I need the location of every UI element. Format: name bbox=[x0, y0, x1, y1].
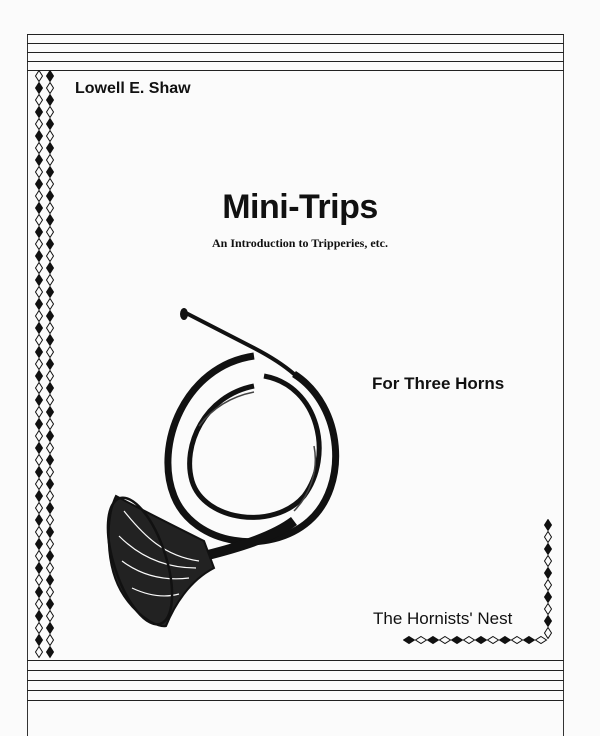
diamond-ornament bbox=[47, 419, 54, 430]
diamond-ornament bbox=[452, 637, 463, 644]
diamond-ornament bbox=[464, 637, 475, 644]
diamond-ornament bbox=[47, 503, 54, 514]
diamond-ornament bbox=[36, 647, 43, 658]
diamond-ornament bbox=[47, 623, 54, 634]
diamond-ornament bbox=[47, 467, 54, 478]
diamond-ornament bbox=[47, 167, 54, 178]
french-horn-icon bbox=[104, 306, 354, 636]
diamond-ornament bbox=[36, 299, 43, 310]
diamond-ornament bbox=[36, 71, 43, 82]
diamond-ornament bbox=[36, 491, 43, 502]
diamond-ornament bbox=[36, 119, 43, 130]
diamond-ornament bbox=[47, 287, 54, 298]
diamond-ornament bbox=[36, 407, 43, 418]
diamond-ornament bbox=[36, 431, 43, 442]
diamond-ornament bbox=[545, 568, 552, 579]
diamond-ornament bbox=[488, 637, 499, 644]
right-diamond-border bbox=[541, 519, 555, 639]
diamond-ornament bbox=[47, 635, 54, 646]
frame-left-border bbox=[27, 34, 28, 736]
diamond-ornament bbox=[36, 515, 43, 526]
diamond-ornament bbox=[47, 611, 54, 622]
diamond-ornament bbox=[36, 467, 43, 478]
diamond-ornament bbox=[36, 455, 43, 466]
author-name: Lowell E. Shaw bbox=[75, 80, 191, 97]
diamond-ornament bbox=[36, 167, 43, 178]
diamond-ornament bbox=[47, 527, 54, 538]
diamond-ornament bbox=[47, 587, 54, 598]
diamond-ornament bbox=[36, 575, 43, 586]
diamond-ornament bbox=[404, 637, 415, 644]
diamond-ornament bbox=[47, 431, 54, 442]
diamond-ornament bbox=[476, 637, 487, 644]
diamond-ornament bbox=[440, 637, 451, 644]
diamond-ornament bbox=[36, 611, 43, 622]
diamond-ornament bbox=[545, 556, 552, 567]
bottom-diamond-border bbox=[403, 633, 553, 647]
diamond-ornament bbox=[47, 539, 54, 550]
diamond-ornament bbox=[47, 143, 54, 154]
diamond-ornament bbox=[36, 599, 43, 610]
diamond-ornament bbox=[36, 323, 43, 334]
diamond-ornament bbox=[36, 443, 43, 454]
diamond-ornament bbox=[36, 527, 43, 538]
diamond-ornament bbox=[47, 119, 54, 130]
diamond-ornament bbox=[36, 287, 43, 298]
diamond-ornament bbox=[47, 479, 54, 490]
diamond-ornament bbox=[36, 635, 43, 646]
diamond-ornament bbox=[36, 311, 43, 322]
diamond-ornament bbox=[36, 419, 43, 430]
frame-right-border bbox=[563, 34, 564, 736]
diamond-ornament bbox=[545, 520, 552, 531]
diamond-ornament bbox=[47, 311, 54, 322]
diamond-ornament bbox=[47, 83, 54, 94]
diamond-ornament bbox=[36, 551, 43, 562]
diamond-ornament bbox=[47, 131, 54, 142]
diamond-ornament bbox=[47, 551, 54, 562]
diamond-ornament bbox=[512, 637, 523, 644]
diamond-ornament bbox=[36, 587, 43, 598]
diamond-ornament bbox=[36, 95, 43, 106]
diamond-ornament bbox=[428, 637, 439, 644]
diamond-ornament bbox=[545, 544, 552, 555]
diamond-ornament bbox=[36, 251, 43, 262]
diamond-ornament bbox=[47, 563, 54, 574]
diamond-ornament bbox=[36, 539, 43, 550]
diamond-ornament bbox=[524, 637, 535, 644]
diamond-ornament bbox=[47, 335, 54, 346]
diamond-ornament bbox=[47, 323, 54, 334]
diamond-ornament bbox=[36, 503, 43, 514]
diamond-ornament bbox=[545, 532, 552, 543]
diamond-ornament bbox=[47, 155, 54, 166]
top-staff-lines bbox=[27, 34, 564, 72]
diamond-ornament bbox=[47, 347, 54, 358]
diamond-ornament bbox=[36, 383, 43, 394]
diamond-ornament bbox=[36, 263, 43, 274]
diamond-ornament bbox=[47, 455, 54, 466]
diamond-ornament bbox=[47, 371, 54, 382]
diamond-ornament bbox=[36, 83, 43, 94]
diamond-ornament bbox=[47, 407, 54, 418]
diamond-ornament bbox=[47, 95, 54, 106]
diamond-ornament bbox=[47, 251, 54, 262]
diamond-ornament bbox=[47, 299, 54, 310]
diamond-ornament bbox=[36, 563, 43, 574]
page-title: Mini-Trips bbox=[222, 188, 378, 226]
diamond-ornament bbox=[536, 637, 547, 644]
diamond-ornament bbox=[47, 263, 54, 274]
diamond-ornament bbox=[47, 647, 54, 658]
diamond-ornament bbox=[545, 580, 552, 591]
diamond-ornament bbox=[36, 347, 43, 358]
diamond-ornament bbox=[36, 395, 43, 406]
bottom-staff-lines bbox=[27, 660, 564, 700]
diamond-ornament bbox=[36, 107, 43, 118]
diamond-ornament bbox=[47, 359, 54, 370]
diamond-ornament bbox=[416, 637, 427, 644]
diamond-ornament bbox=[47, 383, 54, 394]
diamond-ornament bbox=[47, 443, 54, 454]
diamond-ornament bbox=[36, 275, 43, 286]
left-diamond-border bbox=[34, 70, 56, 660]
diamond-ornament bbox=[36, 371, 43, 382]
diamond-ornament bbox=[47, 107, 54, 118]
diamond-ornament bbox=[47, 599, 54, 610]
diamond-ornament bbox=[545, 592, 552, 603]
instrumentation-label: For Three Horns bbox=[372, 374, 505, 393]
diamond-ornament bbox=[36, 131, 43, 142]
diamond-ornament bbox=[36, 359, 43, 370]
diamond-ornament bbox=[36, 623, 43, 634]
diamond-ornament bbox=[47, 515, 54, 526]
diamond-ornament bbox=[36, 155, 43, 166]
diamond-ornament bbox=[36, 479, 43, 490]
diamond-ornament bbox=[545, 604, 552, 615]
diamond-ornament bbox=[47, 491, 54, 502]
page-subtitle: An Introduction to Tripperies, etc. bbox=[212, 236, 388, 250]
diamond-ornament bbox=[36, 143, 43, 154]
diamond-ornament bbox=[545, 616, 552, 627]
diamond-ornament bbox=[47, 395, 54, 406]
publisher-name: The Hornists' Nest bbox=[373, 609, 513, 628]
diamond-ornament bbox=[36, 335, 43, 346]
diamond-ornament bbox=[47, 71, 54, 82]
diamond-ornament bbox=[47, 575, 54, 586]
diamond-ornament bbox=[500, 637, 511, 644]
diamond-ornament bbox=[47, 275, 54, 286]
